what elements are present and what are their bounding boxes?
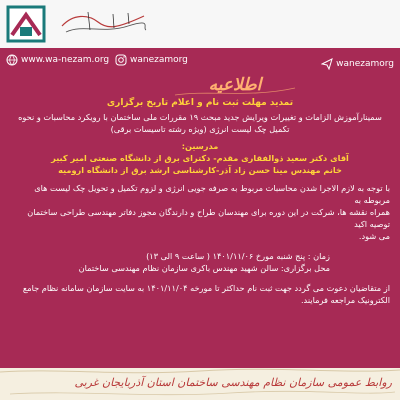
telegram-text: wanezamorg	[336, 59, 394, 69]
place-line: محل برگزاری: سالن شهید مهندس باکری سازمان نظام مهندسی ساختمان	[78, 263, 330, 273]
instagram-icon	[115, 54, 127, 66]
note-line-1: با توجه به لازم الاجرا شدن محاسبات مربوط به صرفه جویی انرژی و لزوم تکمیل و تحویل چک لیست های مربوطه به	[34, 183, 390, 205]
closing-line-1: از متقاضیان دعوت می گردد جهت ثبت نام حداکثر تا مورخه ۱۴۰۱/۱۱/۰۴ به سایت سازمان سامانه نظام جامع	[22, 283, 390, 293]
footer-signature: روابط عمومی سازمان نظام مهندسی ساختمان استان آذربایجان غربی	[74, 376, 392, 389]
handwritten-title-logo	[58, 8, 148, 36]
closing-line-2: الکترونیک مراجعه فرمایند.	[300, 295, 390, 305]
footer	[0, 368, 400, 400]
note-line-2: همراه نقشه ها، شرکت در این دوره برای مهندسان طراح و دارندگان مجوز دفاتر مهندسی طراحی ساختمان توصیه اکید	[27, 207, 390, 229]
note-line-3: می شود.	[358, 231, 390, 241]
logo-icon	[6, 5, 46, 43]
instructor-1: آقای دکتر سعید ذوالفقاری مقدم- دکترای برق از دانشگاه صنعتی امیر کبیر	[51, 153, 349, 163]
seminar-description-2: تکمیل چک لیست انرژی (ویژه رشته تاسیسات برقی)	[110, 124, 290, 134]
instructors-label: مدرسین:	[181, 141, 219, 151]
header	[0, 0, 400, 48]
instagram-text: wanezamorg	[130, 55, 188, 65]
website-link[interactable]	[6, 50, 109, 70]
telegram-icon	[321, 58, 333, 70]
instructor-2: خانم مهندس مینا حسن زاد آذر-کارشناسی ارشد برق از دانشگاه ارومیه	[58, 165, 342, 175]
announcement-body	[10, 97, 390, 306]
telegram-link[interactable]	[321, 58, 394, 70]
time-line: زمان : پنج شنبه مورخ ۱۴۰۱/۱۱/۰۶ ( ساعت ۹ الی ۱۳)	[146, 251, 330, 261]
website-text: www.wa-nezam.org	[21, 55, 110, 65]
headline: تمدید مهلت ثبت نام و اعلام تاریخ برگزاری	[106, 98, 294, 108]
banner-title: اطلاعیه	[208, 74, 262, 95]
globe-icon	[6, 54, 18, 66]
seminar-description-1: سمینارآموزش الزامات و تغییرات ویرایش جدید مبحث ۱۹ مقررات ملی ساختمان با رویکرد محاسبات و نحوه	[18, 112, 382, 122]
